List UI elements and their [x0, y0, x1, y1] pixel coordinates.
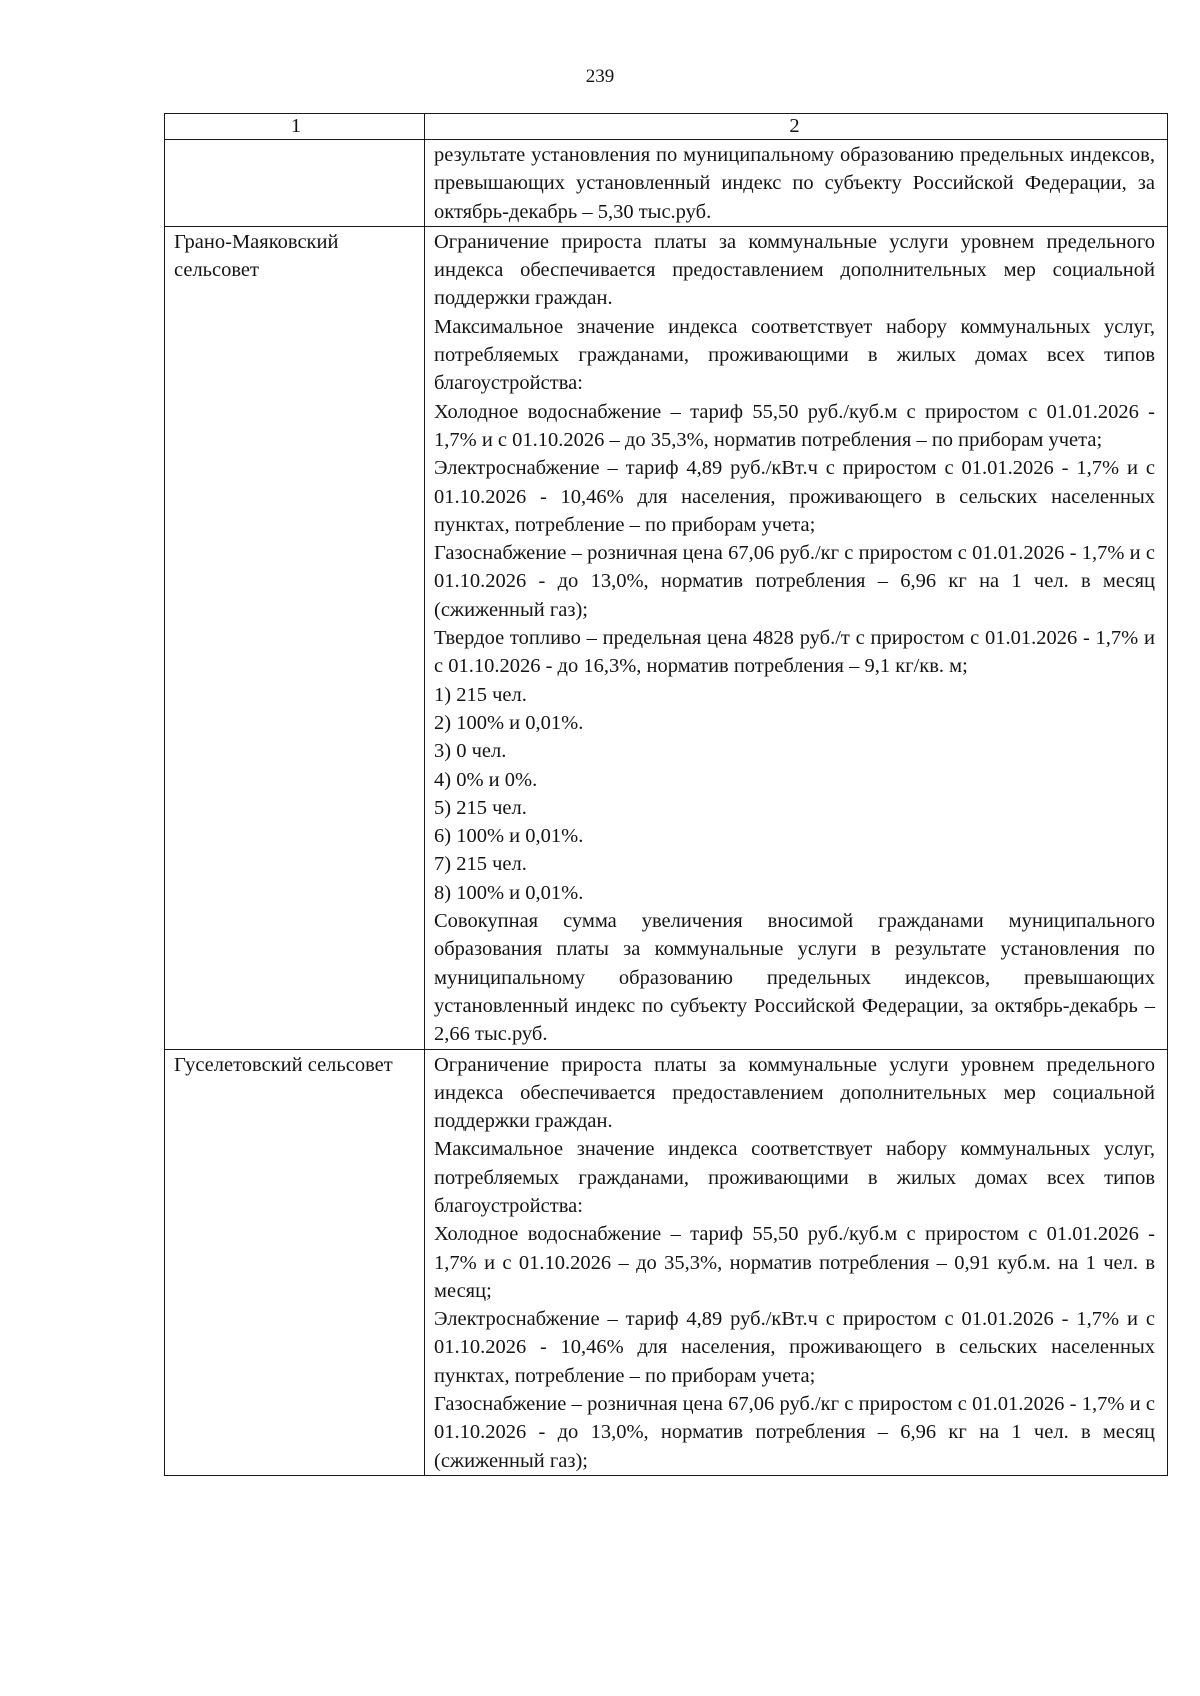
- column-header-1: 1: [165, 114, 425, 140]
- municipality-name-cell: [165, 1049, 425, 1475]
- paragraph: Твердое топливо – предельная цена 4828 руб./т с приростом с 01.01.2026 - 1,7% и с 01.10.2026 - до 16,3%, норматив потребления – 9,1 кг/кв. м;: [434, 627, 1155, 678]
- paragraph: Максимальное значение индекса соответствует набору коммунальных услуг, потребляемых гражданами, проживающими в жилых домах всех типов благоустройства:: [434, 1138, 1155, 1217]
- municipality-name-cell: [165, 140, 425, 227]
- municipality-name: Грано-Маяковский сельсовет: [174, 230, 339, 282]
- paragraph: Электроснабжение – тариф 4,89 руб./кВт.ч с приростом с 01.01.2026 - 1,7% и с 01.10.2026 - 10,46% для населения, проживающего в сельских населенных пунктах, потребление – по приборам учета;: [434, 457, 1155, 536]
- list-item: 7) 215 чел.: [434, 853, 527, 876]
- list-item: 1) 215 чел.: [434, 683, 527, 706]
- description-cell: [425, 226, 1168, 1049]
- page-number: 239: [585, 66, 615, 87]
- list-item: 6) 100% и 0,01%.: [434, 825, 584, 848]
- municipality-name-cell: [165, 226, 425, 1049]
- list-item: 4) 0% и 0%.: [434, 768, 538, 791]
- table-row: [165, 140, 1168, 227]
- description-cell: [425, 140, 1168, 227]
- table-row: [165, 226, 1168, 1049]
- paragraph: Газоснабжение – розничная цена 67,06 руб./кг с приростом с 01.01.2026 - 1,7% и с 01.10.2026 - до 13,0%, норматив потребления – 6,96 кг на 1 чел. в месяц (сжиженный газ);: [434, 1393, 1155, 1472]
- paragraph: Электроснабжение – тариф 4,89 руб./кВт.ч с приростом с 01.01.2026 - 1,7% и с 01.10.2026 - 10,46% для населения, проживающего в сельских населенных пунктах, потребление – по приборам учета;: [434, 1308, 1155, 1387]
- municipal-table: [164, 113, 1168, 1476]
- description-cell: [425, 1049, 1168, 1475]
- paragraph: Максимальное значение индекса соответствует набору коммунальных услуг, потребляемых гражданами, проживающими в жилых домах всех типов благоустройства:: [434, 315, 1155, 395]
- list-item: 8) 100% и 0,01%.: [434, 881, 584, 904]
- paragraph: результате установления по муниципальному образованию предельных индексов, превышающих установленный индекс по субъекту Российской Федерации, за октябрь-декабрь – 5,30 тыс.руб.: [434, 144, 1155, 223]
- paragraph: Ограничение прироста платы за коммунальные услуги уровнем предельного индекса обеспечивается предоставлением дополнительных мер социальной поддержки граждан.: [434, 1053, 1155, 1133]
- list-item: 3) 0 чел.: [434, 740, 507, 763]
- column-header-2: 2: [425, 114, 1168, 140]
- list-item: 5) 215 чел.: [434, 796, 527, 819]
- table-header-row: [165, 114, 1168, 140]
- list-item: 2) 100% и 0,01%.: [434, 711, 584, 734]
- paragraph: Ограничение прироста платы за коммунальные услуги уровнем предельного индекса обеспечивается предоставлением дополнительных мер социальной поддержки граждан.: [434, 230, 1155, 310]
- paragraph: Холодное водоснабжение – тариф 55,50 руб./куб.м с приростом с 01.01.2026 - 1,7% и с 01.10.2026 – до 35,3%, норматив потребления – по приборам учета;: [434, 400, 1155, 451]
- paragraph: Холодное водоснабжение – тариф 55,50 руб./куб.м с приростом с 01.01.2026 - 1,7% и с 01.10.2026 – до 35,3%, норматив потребления – 0,91 куб.м. на 1 чел. в месяц;: [434, 1223, 1155, 1302]
- paragraph: Совокупная сумма увеличения вносимой гражданами муниципального образования платы за коммунальные услуги в результате установления по муниципальному образованию предельных индексов, превышающих установленный индекс по субъекту Российской Федерации, за октябрь-декабрь – 2,66 тыс.руб.: [434, 910, 1155, 1046]
- table-row: [165, 1049, 1168, 1475]
- municipality-name: Гуселетовский сельсовет: [174, 1053, 393, 1076]
- paragraph: Газоснабжение – розничная цена 67,06 руб./кг с приростом с 01.01.2026 - 1,7% и с 01.10.2026 - до 13,0%, норматив потребления – 6,96 кг на 1 чел. в месяц (сжиженный газ);: [434, 542, 1155, 621]
